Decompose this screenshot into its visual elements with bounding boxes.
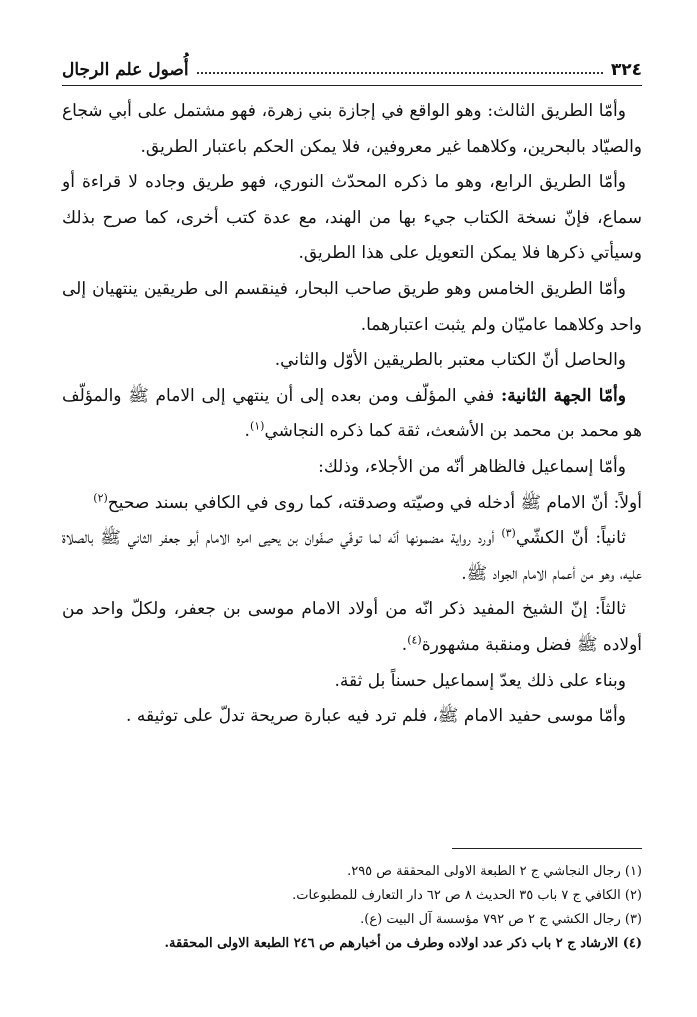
footnote: (٢) الكافي ج ٧ باب ٣٥ الحديث ٨ ص ٦٢ دار التعارف للمطبوعات. [292, 888, 642, 903]
footnotes [62, 860, 642, 956]
paragraph [62, 521, 642, 592]
paragraph-text: ففي المؤلّف ومن بعده إلى أن ينتهي إلى الامام ﷺ والمؤلّف هو محمد بن محمد بن الأشعث، ثقة كما ذكره النجاشي [62, 385, 642, 442]
footnote-ref: (٣) [501, 526, 516, 540]
footnote: (٣) رجال الكشي ج ٢ ص ٧٩٢ مؤسسة آل البيت (ع). [360, 912, 642, 927]
paragraph-tail: . [401, 634, 408, 655]
paragraph [62, 450, 642, 486]
paragraph [62, 486, 642, 522]
paragraph-text: والحاصل أنّ الكتاب معتبر بالطريقين الأوّل والثاني. [274, 350, 626, 371]
paragraph [62, 664, 642, 700]
paragraph [62, 592, 642, 663]
paragraph [62, 379, 642, 450]
paragraph-text: وأمّا موسى حفيد الامام ﷺ، فلم ترد فيه عبارة صريحة تدلّ على توثيقه . [126, 706, 626, 727]
footnote: (٤) الارشاد ج ٢ باب ذكر عدد اولاده وطرف من أخبارهم ص ٢٤٦ الطبعة الاولى المحققة. [164, 936, 642, 951]
paragraph-tail: أورد رواية مضمونها أنّه لما توفّي صفّوان بن يحيى امره الامام أبو جعفر الثاني ﷺ بالصلاة عليه، وهو من أعمام الامام الجواد ﷺ. [62, 528, 642, 584]
running-title: أُصول علم الرجال [62, 60, 189, 80]
paragraph-text: وأمّا الطريق الخامس وهو طريق صاحب البحار، فينقسم الى طريقين ينتهيان إلى واحد وكلاهما عاميّان ولم يثبت اعتبارهما. [62, 278, 642, 335]
paragraph-text: وبناء على ذلك يعدّ إسماعيل حسناً بل ثقة. [334, 670, 626, 691]
footnote-rule [452, 848, 642, 849]
footnote-ref: (٢) [93, 490, 108, 504]
paragraph [62, 165, 642, 272]
header-rule [62, 85, 642, 86]
paragraph [62, 343, 642, 379]
section-lead: وأمّا الجهة الثانية: [500, 385, 626, 406]
paragraph [62, 699, 642, 735]
paragraph-text: أولاً: أنّ الامام ﷺ أدخله في وصيّته وصدقته، كما روى في الكافي بسند صحيح [107, 492, 642, 513]
paragraph [62, 94, 642, 165]
paragraph-text: وأمّا إسماعيل فالظاهر أنّه من الأجلاء، وذلك: [318, 456, 626, 477]
paragraph-tail: . [244, 421, 250, 442]
paragraph-text: ثانياً: أنّ الكشّي [515, 528, 626, 549]
running-header [62, 48, 642, 80]
paragraph [62, 272, 642, 343]
footnote-ref: (٤) [407, 633, 422, 647]
paragraph-text: وأمّا الطريق الثالث: وهو الواقع في إجازة بني زهرة، فهو مشتمل على أبي شجاع والصيّاد بالبحرين، وكلاهما غير معروفين، فلا يمكن الحكم باعتبار الطريق. [62, 101, 642, 157]
body-text [62, 94, 642, 735]
book-page [62, 30, 642, 990]
paragraph-text: ثالثاً: إنّ الشيخ المفيد ذكر انّه من أولاد الامام موسى بن جعفر، ولكلّ واحد من أولاده ﷺ فضل ومنقبة مشهورة [62, 599, 642, 655]
footnote: (١) رجال النجاشي ج ٢ الطبعة الاولى المحققة ص ٢٩٥. [347, 864, 642, 879]
footnote-ref: (١) [249, 419, 265, 433]
page-number: ٣٢٤ [610, 60, 642, 80]
header-leader-dots [197, 71, 603, 74]
paragraph-text: وأمّا الطريق الرابع، وهو ما ذكره المحدّث النوري، فهو طريق وجاده لا قراءة أو سماع، فإنّ نسخة الكتاب جيء بها من الهند، مع عدة كتب أخرى، كما صرح بذلك وسيأتي ذكرها فلا يمكن التعويل على هذا الطريق. [62, 172, 642, 264]
